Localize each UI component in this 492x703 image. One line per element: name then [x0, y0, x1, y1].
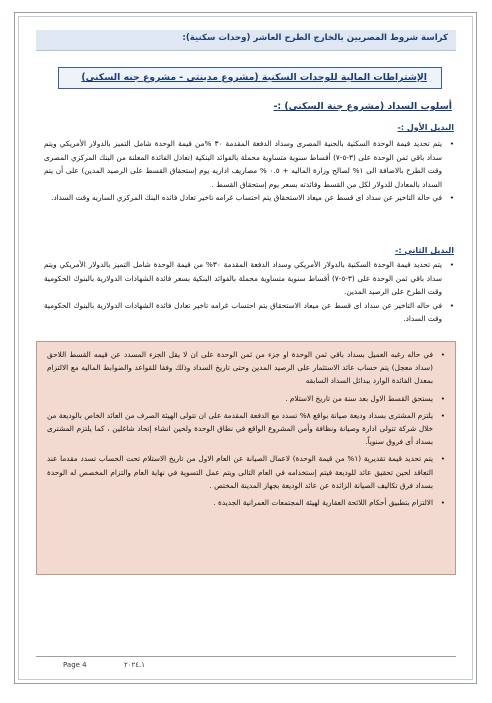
note-2: • يستحق القسط الاول بعد سنة من تاريخ الاستلام .: [47, 392, 445, 405]
note-5: • الالتزام بتطبيق أحكام اللائحة العقارية لهيئة المجتمعات العمرانية الجديدة .: [47, 496, 445, 509]
page-footer: [36, 656, 456, 673]
note-3: • يلتزم المشترى بسداد وديعة صيانة بواقع ٨% تسدد مع الدفعة المقدمة على ان تتولى الهيئة الصرف من العائد الخاص بالوديعة من خلال شركة تتولى ادارة وصيانة ونظافة وأمن المشروع الواقع في نطاق الوحدة ولحين انشاء إتحاد شاغلين ، كما يلتزم المشترى بسداد أى فروق سنوياً.: [47, 409, 445, 449]
alt1-bullet-2: • في حاله التاخير عن سداد اى قسط عن ميعاد الاستحقاق يتم احتساب غرامه تاخير تعادل فائده البنك المركزي الساريه وقت السداد.: [44, 191, 454, 205]
header-banner-text: كراسة شروط المصريين بالخارج الطرح العاشر (وحدات سكنية):: [182, 33, 448, 43]
document-title: الإشتراطات المالية للوحدات السكنية (مشروع مدينتي - مشروع جنه السكني): [81, 72, 427, 83]
document-title-box: [58, 67, 442, 89]
alt2-bullet-1: • يتم تحديد قيمة الوحدة السكنية بالدولار الأمريكي وسداد الدفعة المقدمة ٣٠% من قيمة الوحدة شامل التميز بالدولار الأمريكي ويتم سداد باقي ثمن الوحدة على (٣-٥-٧) أقساط سنوية متساوية محملة بالفوائد البنكية بسعر فائدة الشهادات الدولارية بالبنوك الحكومية وقت الطرح على الرصيد المدين.: [44, 258, 454, 299]
alt1-heading: البديل الأول :-: [397, 123, 454, 132]
alt1-bullets: [44, 137, 454, 205]
alt2-heading: البديل الثاني :-: [395, 246, 454, 255]
alt1-bullet-1: • يتم تحديد قيمة الوحدة السكنية بالجنية المصرى وسداد الدفعة المقدمة ٣٠ %من قيمة الوحدة شامل التميز بالدولار الأمريكي ويتم سداد باقي ثمن الوحدة على (٣-٥-٧) أقساط سنوية متساوية محملة بالفوائد البنكية (تعادل الفائدة المعلنة من البنك المركزي المصرى وقت الطرح بالاضافة الى ١% لصالح وزارة الماليه + ٠.٥ % مصاريف اداريه يوم إستحقاق القسط على الرصيد المدين) على أن يتم السداد بالمعادل للدولار لكل من القسط وفائدته بسعر يوم إستحقاق القسط .: [44, 137, 454, 191]
alt2-bullets: [44, 258, 454, 326]
header-banner: [36, 30, 456, 51]
footer-date: ٢٠٢٤.١: [124, 661, 146, 669]
notes-box: [36, 341, 456, 575]
note-1: • في حاله رغبه العميل بسداد باقي ثمن الوحدة او جزء من ثمن الوحدة على ان لا يقل الجزء المسدد عن قيمه القسط اللاحق (سداد معجل) يتم حساب عائد الاستثمار على الرصيد المدين وحتى تاريخ السداد وذلك وفقا للقواعد والضوابط الماليه مع الالتزام بمعدل الفائدة الوارد ببدائل السداد السابقه: [47, 348, 445, 388]
section-heading: أسلوب السداد (مشروع جنة السكني) :-: [273, 101, 452, 112]
notes-list: [47, 348, 445, 513]
note-4: • يتم تحديد قيمة تقديرية (١% من قيمة الوحدة) لاعمال الصيانة عن العام الاول من تاريخ الاستلام تحت الحساب تسدد مقدما عند التعاقد لحين تحقيق عائد للوديعة فيتم إستخدامه في العام التالى ويتم عمل التسوية في نهاية العام والتزام المخصص له الوحدة بسداد فرق تكاليف الصيانة الزائدة عن عائد الوديعة بجهاز المدينة المختص .: [47, 452, 445, 492]
alt2-bullet-2: • في حاله التاخير عن سداد اى قسط عن ميعاد الاستحقاق يتم احتساب غرامه تاخير تعادل فائدة الشهادات الدولارية بالبنوك الحكومية وقت السداد.: [44, 299, 454, 326]
footer-page-number: Page 4: [63, 661, 87, 669]
